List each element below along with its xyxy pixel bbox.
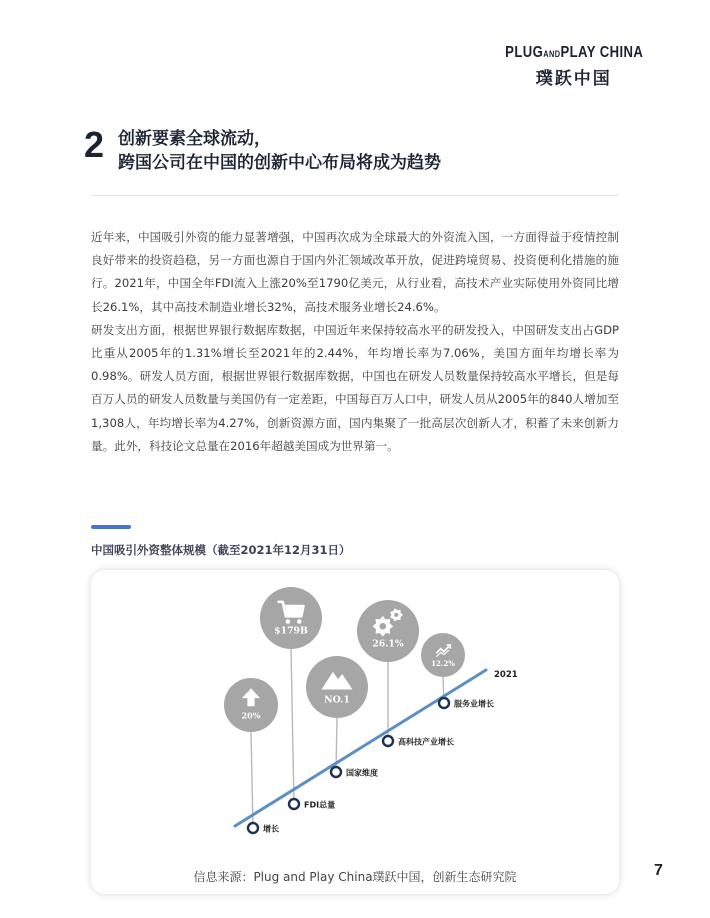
timeline-bubble-value: 26.1% — [372, 638, 404, 650]
timeline-node — [248, 823, 258, 833]
timeline-node-label: 高科技产业增长 — [398, 737, 454, 747]
section-title — [118, 127, 441, 175]
chart-source: 信息来源：Plug and Play China璞跃中国，创新生态研究院 — [193, 870, 517, 884]
timeline-node — [383, 736, 393, 746]
timeline-node — [331, 767, 341, 777]
body-paragraph-2: 研发支出方面，根据世界银行数据库数据，中国近年来保持较高水平的研发投入，中国研发支出占GDP比重从2005年的1.31%增长至2021年的2.44%，年均增长率为7.06%，美国方面年均增长率为0.98%。研发人员方面，根据世界银行数据库数据，中国也在研发人员数量保持较高水平增长，但是每百万人员的研发人员数量与美国仍有一定差距，中国每百万人口中，研发人员从2005年的840人增加至1,308人，年均增长率为4.27%，创新资源方面，国内集聚了一批高层次创新人才，积蓄了未来创新力量。此外，科技论文总量在2016年超越美国成为世界第一。 — [91, 322, 619, 453]
timeline-node — [439, 698, 449, 708]
timeline-node-label: FDI总量 — [304, 800, 336, 810]
timeline-node-label: 服务业增长 — [454, 699, 494, 709]
timeline-node-label: 国家维度 — [346, 768, 378, 778]
timeline-end-label: 2021 — [494, 670, 518, 680]
brand-name-cn: 璞跃中国 — [535, 69, 612, 89]
page-number: 7 — [654, 862, 663, 879]
section-title-line1: 创新要素全球流动， — [118, 129, 271, 149]
section-divider — [91, 195, 619, 196]
body-paragraph-1: 近年来，中国吸引外资的能力显著增强，中国再次成为全球最大的外资流入国，一方面得益于疫情控制良好带来的投资趋稳，另一方面也源自于国内外汇领域改革开放，促进跨境贸易、投资便利化措施的施行。2021年，中国全年FDI流入上涨20%至1790亿美元，从行业看，高技术产业实际使用外资同比增长26.1%，其中高技术制造业增长32%，高技术服务业增长24.6%。 — [91, 230, 619, 314]
section-title-line2: 跨国公司在中国的创新中心布局将成为趋势 — [118, 153, 441, 173]
timeline-node — [289, 799, 299, 809]
timeline-bubble — [421, 633, 465, 677]
chart-card — [91, 570, 619, 894]
timeline-node-label: 增长 — [263, 824, 279, 834]
body-text — [91, 226, 619, 458]
brand-logo — [490, 44, 658, 89]
chart-accent-bar — [91, 525, 131, 529]
timeline-bubble-value: 20% — [241, 710, 261, 721]
brand-name-en: PLUGANDPLAY CHINA — [504, 44, 643, 61]
chart-title: 中国吸引外资整体规模（截至2021年12月31日） — [91, 543, 351, 557]
section-number: 2 — [84, 124, 105, 165]
timeline-chart — [91, 570, 619, 894]
timeline-bubble-value: $179B — [274, 625, 308, 637]
timeline-stem — [291, 649, 294, 804]
timeline-bubble-value: 12.2% — [431, 659, 455, 668]
timeline-bubble-value: NO.1 — [324, 694, 350, 706]
timeline-bubble — [260, 587, 322, 649]
